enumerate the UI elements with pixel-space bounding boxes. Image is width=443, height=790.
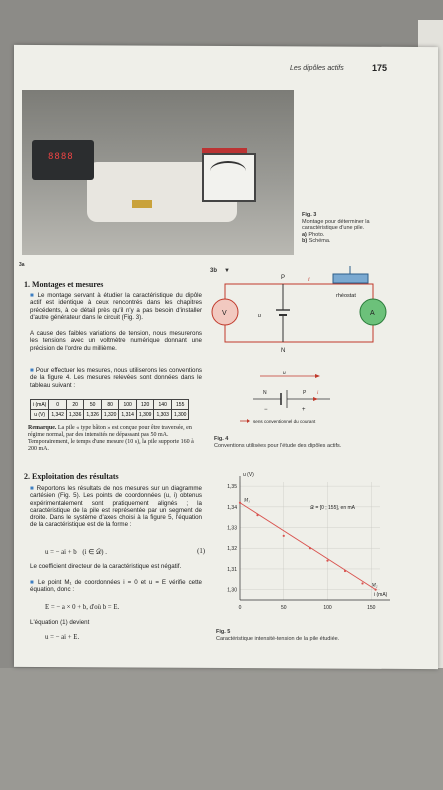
rheostat-label: rhéostat: [336, 293, 356, 299]
section-1-p3: [30, 367, 202, 389]
figure-3a-photo: [22, 90, 294, 255]
s1-p3-text: Pour effectuer les mesures, nous utiliserons les conventions de la figure 4. Les mesures relevées sont données dans le tableau suivant :: [30, 367, 202, 389]
data-point: [239, 502, 241, 504]
figure-4-caption: [214, 436, 404, 449]
bullet-icon: ■: [30, 292, 35, 299]
domain-note: 𝒟 = [0 ; 155], en mA: [310, 504, 355, 511]
photo-label: 3a: [19, 262, 25, 268]
battery-cell-photo: [132, 200, 152, 208]
table-cell: 155: [171, 400, 189, 410]
table-cell: 100: [119, 400, 137, 410]
point-m1-label: M₁: [244, 498, 250, 504]
section-1-p1: [30, 292, 202, 321]
table-cell: 1,300: [171, 410, 189, 420]
fig3-item-b: Schéma.: [308, 238, 331, 244]
section-2-p1: [30, 485, 202, 529]
data-point: [256, 514, 258, 516]
table-cell: u (V): [31, 410, 49, 420]
ammeter-label: A: [370, 310, 375, 317]
table-cell: i (mA): [31, 400, 49, 410]
fig4-p: P: [303, 390, 307, 396]
fig4-i: i: [317, 391, 319, 396]
schema-i: i: [308, 277, 310, 283]
x-tick-label: 100: [323, 605, 332, 611]
table-cell: 50: [84, 400, 102, 410]
table-cell: 1,320: [101, 410, 119, 420]
table-cell: 1,314: [119, 410, 137, 420]
fig4-minus: −: [264, 407, 268, 413]
table-cell: 80: [101, 400, 119, 410]
ammeter-photo: [202, 153, 256, 202]
fig3-label: Fig. 3: [302, 212, 317, 218]
section-2-p4: [30, 619, 202, 626]
table-cell: 1,342: [49, 410, 67, 420]
node-p: P: [281, 275, 286, 281]
y-tick-label: 1,31: [227, 566, 237, 573]
measurements-table: [30, 399, 189, 420]
section-1-title: 1. Montages et mesures: [24, 280, 104, 289]
running-title: Les dipôles actifs: [290, 65, 344, 72]
fig3-caption-text: Montage pour déterminer la caractéristique d'une pile.: [302, 218, 370, 231]
data-point: [309, 547, 311, 549]
table-surface: [0, 668, 443, 790]
characteristic-line: [240, 503, 376, 590]
data-point: [344, 570, 346, 572]
x-tick-label: 50: [280, 605, 287, 611]
fig3-b-key: b): [302, 238, 308, 244]
table-cell: 1,336: [66, 410, 84, 420]
y-tick-label: 1,35: [227, 484, 237, 491]
remark: [28, 425, 202, 453]
svg-text:▼: ▼: [224, 268, 230, 274]
table-row: [31, 400, 189, 410]
table-cell: 1,309: [136, 410, 154, 420]
s2-p1-text: Reportons les résultats de nos mesures sur un diagramme cartésien (Fig. 5). Les points de coordonnées (u, i) obtenus expérimentalement sont pratiquement alignés ; la caractéristique de la pile est représentée par un segment de droite. Dans le système d'axes choisi à la figure 5, l'équation de la caractéristique est de la forme :: [30, 485, 202, 529]
node-n: N: [281, 348, 286, 354]
page-number: 175: [372, 63, 388, 73]
s2-p2-text: Le coefficient directeur de la caractéristique est négatif.: [30, 563, 182, 570]
rheostat-symbol: [333, 274, 368, 283]
fig4-n: N: [263, 390, 267, 396]
fig4-caption-text: Conventions utilisées pour l'étude des dipôles actifs.: [214, 442, 342, 449]
table-cell: 0: [49, 400, 67, 410]
table-cell: 1,326: [84, 410, 102, 420]
y-axis-label: u (V): [243, 472, 254, 478]
s2-p3-text: Le point M₁ de coordonnées i = 0 et u = E vérifie cette équation, donc :: [30, 579, 202, 594]
eq1-domain: (i ∈ 𝒟) .: [82, 549, 107, 556]
bullet-icon: ■: [30, 579, 36, 586]
equation-1: [45, 548, 205, 557]
data-point: [283, 535, 285, 537]
power-supply: [32, 140, 94, 180]
s1-p1-text: Le montage servant à étudier la caractéristique du dipôle actif est identique à ceux rencontrés dans les chapitres précédents, à ce détail près qu'il n'y a pas besoin d'installer d'autre générateur dans le circuit (Fig. 3).: [30, 292, 202, 321]
eq1-body: u = − ai + b: [45, 549, 77, 556]
eq1-number: (1): [197, 548, 205, 555]
section-2-title: 2. Exploitation des résultats: [24, 472, 119, 481]
remark-text: La pile « type bâton » est conçue pour être traversée, en régime normal, par des intensités ne dépassant pas 50 mA. Temporairement, le temps d'une mesure (10 s), la pile supporte 160 à 200 mA.: [28, 425, 194, 452]
figure-3-caption: [302, 212, 392, 245]
figure-5-caption: [216, 629, 406, 642]
s1-p2-text: A cause des faibles variations de tension, nous mesurerons les tensions avec un voltmètre numérique donnant une précision de l'ordre du millième.: [30, 330, 202, 352]
s2-p4-text: L'équation (1) devient: [30, 619, 90, 626]
x-axis-label: i (mA): [374, 592, 388, 598]
x-tick-label: 0: [238, 605, 242, 611]
table-cell: 140: [154, 400, 172, 410]
y-tick-label: 1,33: [227, 525, 237, 532]
section-2-p2: [30, 563, 202, 570]
data-point: [361, 582, 363, 584]
equation-3: u = − ai + E.: [45, 634, 80, 641]
figure-5-chart: [212, 470, 397, 625]
supply-display: 8888: [48, 152, 74, 162]
table-cell: 1,303: [154, 410, 172, 420]
y-tick-label: 1,34: [227, 504, 237, 511]
figure-3b-schema: [208, 262, 413, 362]
point-m2-label: M₂: [371, 583, 378, 589]
data-point: [326, 560, 328, 562]
section-1-p2: [30, 330, 202, 352]
fig3-item-a: Photo.: [308, 231, 325, 238]
voltmeter-label: V: [222, 310, 227, 317]
bullet-icon: ■: [30, 367, 34, 374]
y-tick-label: 1,30: [227, 587, 237, 594]
y-tick-label: 1,32: [227, 546, 237, 553]
fig4-u: u: [283, 370, 286, 376]
data-point: [375, 589, 377, 591]
table-cell: 120: [136, 400, 154, 410]
remark-lead: Remarque.: [28, 425, 57, 431]
fig5-caption-text: Caractéristique intensité-tension de la pile étudiée.: [216, 635, 340, 642]
fig4-legend: sens conventionnel du courant: [253, 419, 316, 424]
table-cell: 20: [66, 400, 84, 410]
figure-4-convention: [235, 367, 370, 432]
section-2-p3: [30, 579, 202, 594]
schema-u: u: [258, 313, 261, 319]
x-tick-label: 150: [367, 605, 376, 611]
table-row: [31, 410, 189, 420]
bullet-icon: ■: [30, 485, 35, 492]
equation-2: E = − a × 0 + b, d'où b = E.: [45, 604, 120, 611]
schema-label: 3b: [210, 268, 218, 274]
fig3-a-key: a): [302, 231, 307, 238]
fig4-label: Fig. 4: [214, 436, 229, 442]
fig5-label: Fig. 5: [216, 629, 231, 635]
fig4-plus: +: [302, 407, 306, 413]
